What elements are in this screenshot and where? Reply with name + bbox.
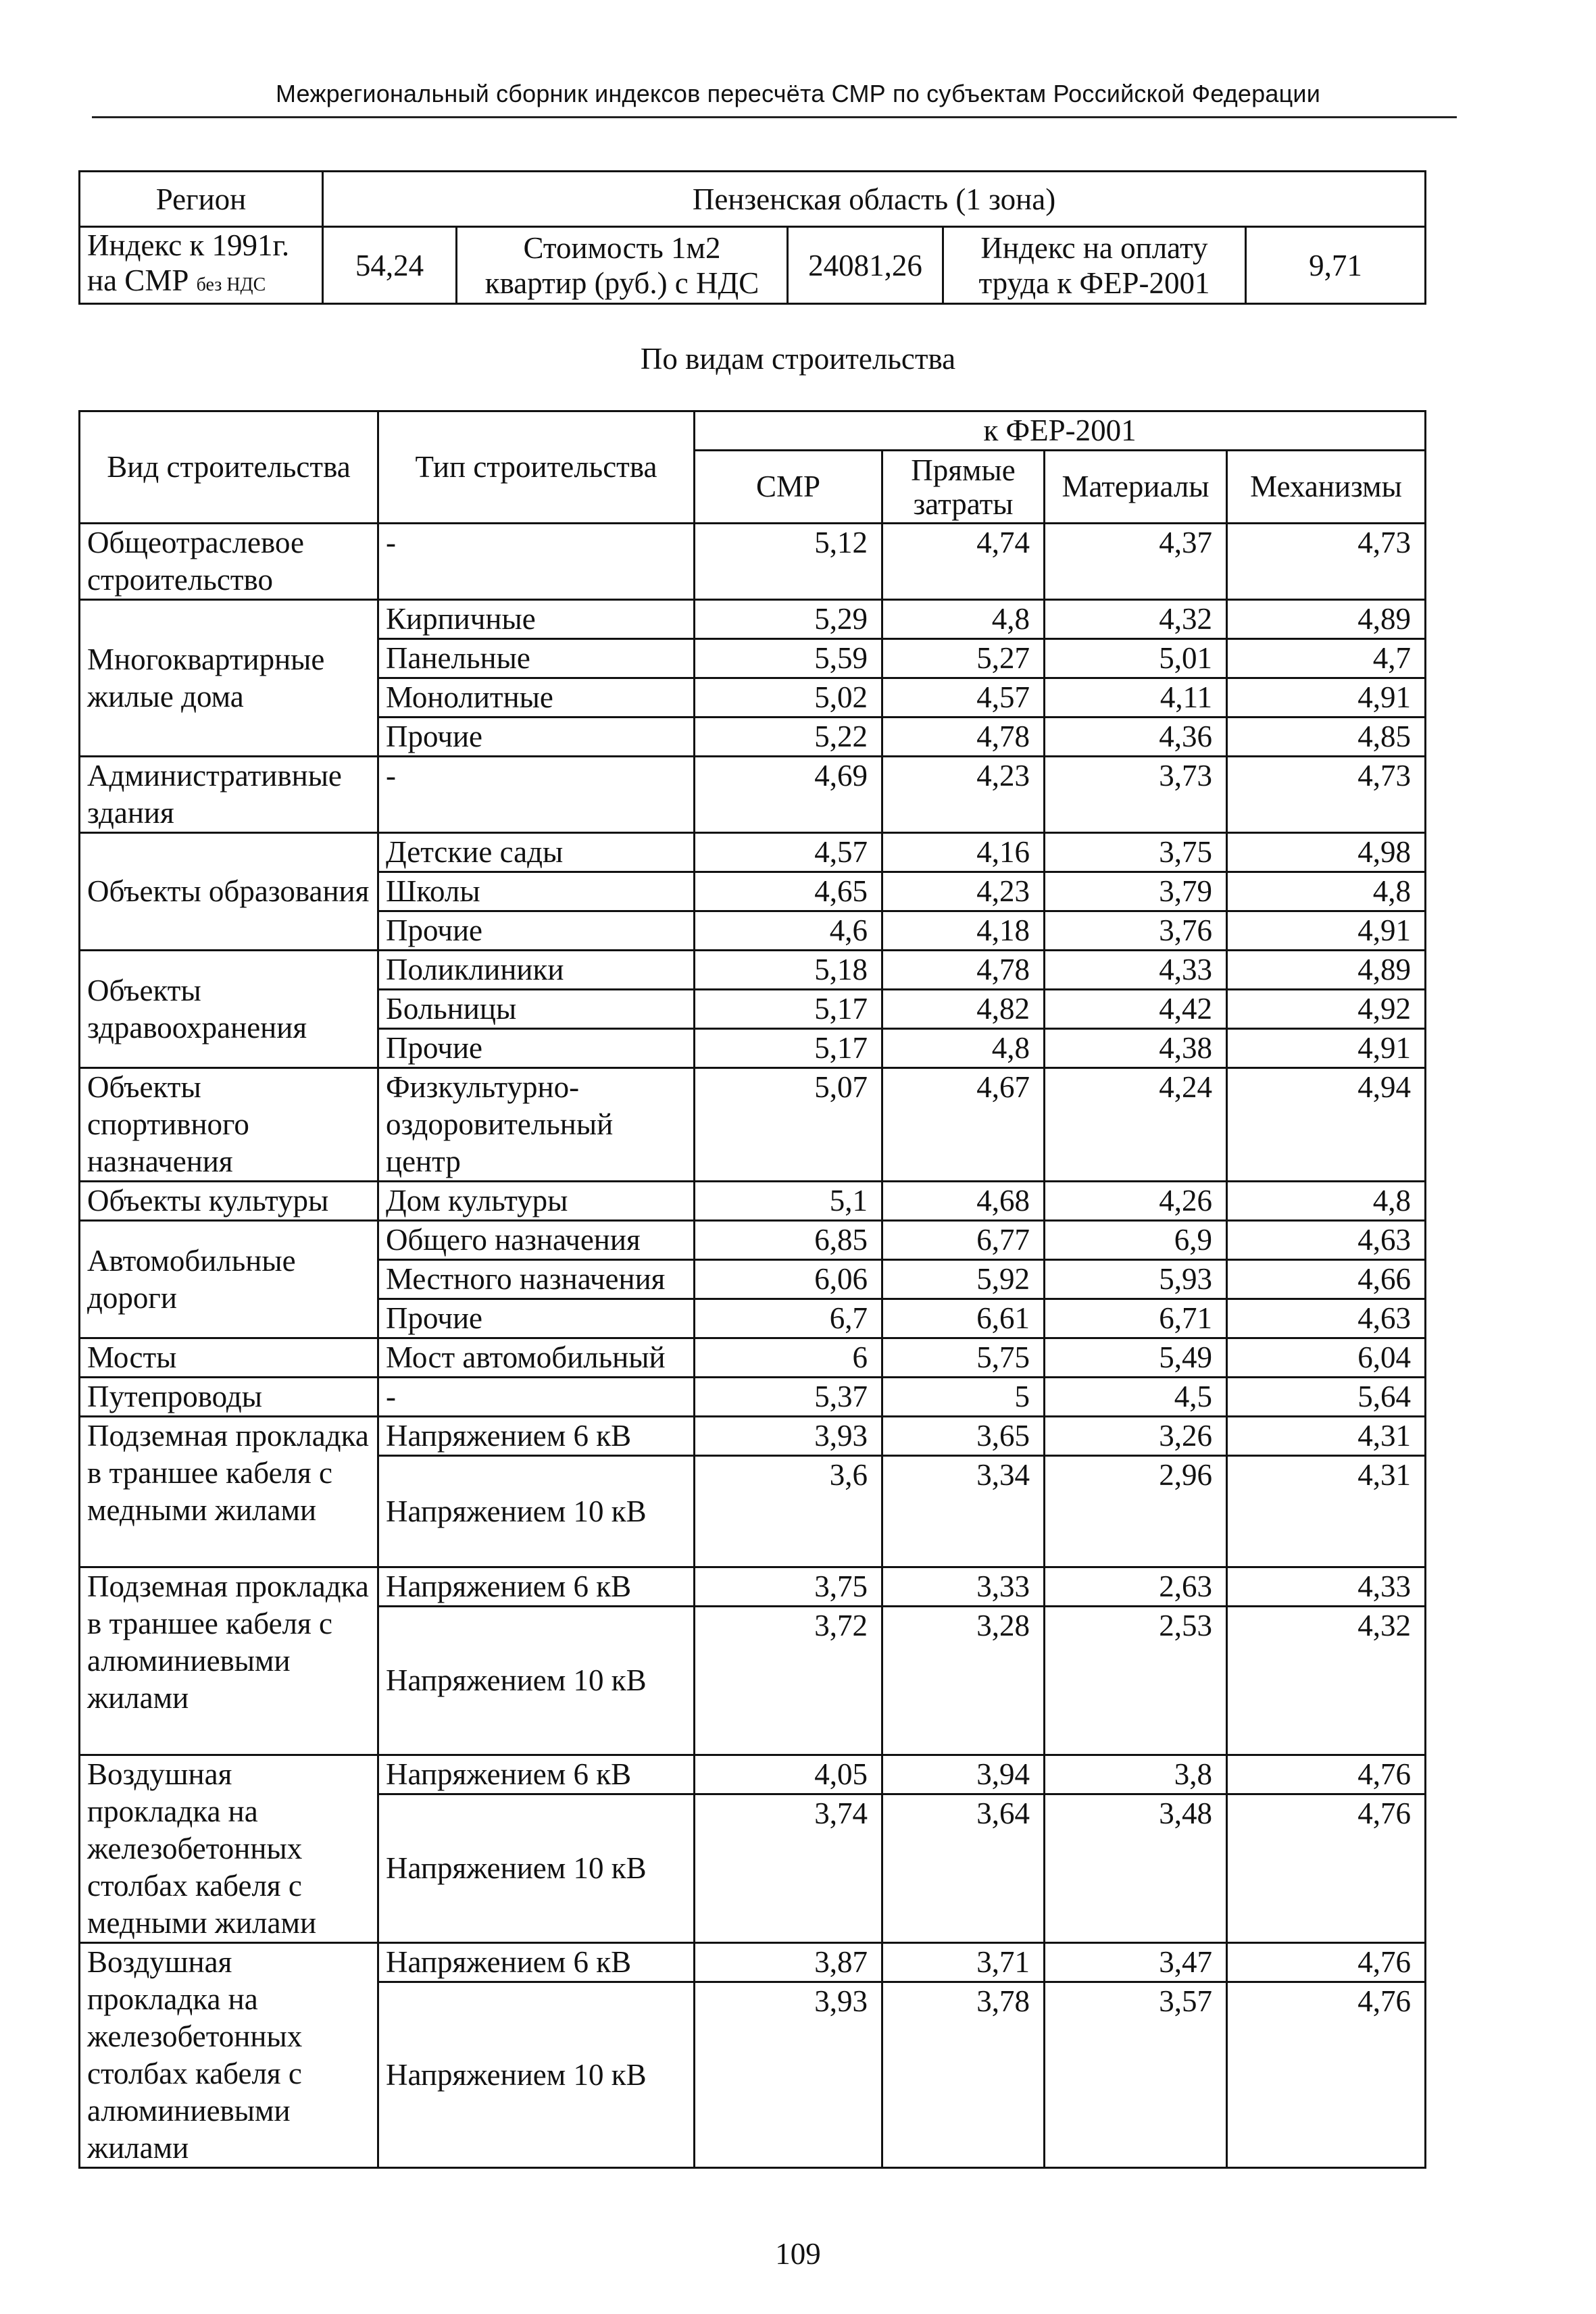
cell-materials: 3,75 xyxy=(1045,833,1227,872)
cell-type: Напряжением 10 кВ xyxy=(378,1607,695,1755)
table-row xyxy=(80,1943,1426,1982)
cell-machines: 4,92 xyxy=(1227,990,1426,1029)
table-row xyxy=(80,757,1426,833)
cell-smr: 4,05 xyxy=(695,1755,882,1794)
cell-kind: Мосты xyxy=(80,1338,378,1378)
cell-materials: 4,5 xyxy=(1045,1378,1227,1417)
cell-kind: Объекты здравоохранения xyxy=(80,951,378,1068)
cost-label-line2: квартир (руб.) с НДС xyxy=(484,266,759,300)
cell-smr: 3,87 xyxy=(695,1943,882,1982)
cell-machines: 6,04 xyxy=(1227,1338,1426,1378)
cell-direct: 6,77 xyxy=(882,1221,1045,1260)
cell-kind: Объекты образования xyxy=(80,833,378,951)
cell-type: Напряжением 10 кВ xyxy=(378,1794,695,1943)
cell-smr: 6,85 xyxy=(695,1221,882,1260)
cell-materials: 2,53 xyxy=(1045,1607,1227,1755)
cell-machines: 4,76 xyxy=(1227,1794,1426,1943)
cell-kind: Общеотраслевое строительство xyxy=(80,524,378,600)
cell-materials: 3,57 xyxy=(1045,1982,1227,2168)
cell-type: Напряжением 10 кВ xyxy=(378,1456,695,1567)
cell-smr: 5,07 xyxy=(695,1068,882,1182)
table-row xyxy=(80,833,1426,872)
header-kind: Вид строительства xyxy=(80,411,378,524)
cell-smr: 3,93 xyxy=(695,1417,882,1456)
cell-machines: 4,8 xyxy=(1227,1182,1426,1221)
cell-machines: 4,63 xyxy=(1227,1221,1426,1260)
cost-per-m2-label xyxy=(457,227,788,304)
table-row xyxy=(80,600,1426,639)
cell-type: Поликлиники xyxy=(378,951,695,990)
cell-type: Кирпичные xyxy=(378,600,695,639)
cell-kind: Объекты спортивного назначения xyxy=(80,1068,378,1182)
cell-materials: 4,32 xyxy=(1045,600,1227,639)
cell-kind: Подземная прокладка в траншее кабеля с медными жилами xyxy=(80,1417,378,1567)
labor-label-line1: Индекс на оплату xyxy=(980,230,1208,265)
table-row xyxy=(80,1378,1426,1417)
cell-direct: 4,78 xyxy=(882,718,1045,757)
header-fer-2001: к ФЕР-2001 xyxy=(695,411,1426,451)
cell-materials: 3,76 xyxy=(1045,911,1227,951)
cell-materials: 4,37 xyxy=(1045,524,1227,600)
cell-smr: 3,72 xyxy=(695,1607,882,1755)
cell-direct: 3,65 xyxy=(882,1417,1045,1456)
labor-index-label xyxy=(943,227,1246,304)
cell-direct: 4,74 xyxy=(882,524,1045,600)
cell-direct: 4,78 xyxy=(882,951,1045,990)
cell-machines: 4,91 xyxy=(1227,911,1426,951)
cell-smr: 5,1 xyxy=(695,1182,882,1221)
region-summary-table xyxy=(78,170,1426,305)
cell-materials: 5,49 xyxy=(1045,1338,1227,1378)
cell-smr: 5,37 xyxy=(695,1378,882,1417)
cell-type: Прочие xyxy=(378,718,695,757)
cell-machines: 4,94 xyxy=(1227,1068,1426,1182)
cell-materials: 3,47 xyxy=(1045,1943,1227,1982)
region-label: Регион xyxy=(80,172,323,227)
cell-machines: 4,89 xyxy=(1227,600,1426,639)
table-row xyxy=(80,1417,1426,1456)
cell-materials: 4,33 xyxy=(1045,951,1227,990)
cell-type: Напряжением 6 кВ xyxy=(378,1417,695,1456)
cell-machines: 4,76 xyxy=(1227,1982,1426,2168)
cell-smr: 4,65 xyxy=(695,872,882,911)
cell-smr: 3,93 xyxy=(695,1982,882,2168)
cell-direct: 4,16 xyxy=(882,833,1045,872)
index-1991-label xyxy=(80,227,323,304)
cell-direct: 4,8 xyxy=(882,1029,1045,1068)
cell-smr: 5,17 xyxy=(695,990,882,1029)
cell-kind: Путепроводы xyxy=(80,1378,378,1417)
cell-materials: 4,42 xyxy=(1045,990,1227,1029)
construction-index-table xyxy=(78,410,1426,2169)
cell-smr: 4,69 xyxy=(695,757,882,833)
cell-direct: 4,23 xyxy=(882,757,1045,833)
cell-type: Дом культуры xyxy=(378,1182,695,1221)
index-1991-label-line1: Индекс к 1991г. xyxy=(87,228,290,262)
cell-materials: 5,93 xyxy=(1045,1260,1227,1299)
cell-type: Напряжением 10 кВ xyxy=(378,1982,695,2168)
cell-direct: 3,28 xyxy=(882,1607,1045,1755)
cell-smr: 3,75 xyxy=(695,1567,882,1607)
cell-machines: 4,89 xyxy=(1227,951,1426,990)
cell-smr: 3,6 xyxy=(695,1456,882,1567)
cell-kind: Подземная прокладка в траншее кабеля с алюминиевыми жилами xyxy=(80,1567,378,1755)
cell-kind: Воздушная прокладка на железобетонных столбах кабеля с алюминиевыми жилами xyxy=(80,1943,378,2168)
cell-machines: 4,85 xyxy=(1227,718,1426,757)
table-row xyxy=(80,524,1426,600)
cell-type: Напряжением 6 кВ xyxy=(378,1567,695,1607)
cell-machines: 4,33 xyxy=(1227,1567,1426,1607)
cell-smr: 6 xyxy=(695,1338,882,1378)
cell-machines: 4,7 xyxy=(1227,639,1426,678)
cell-type: Мост автомобильный xyxy=(378,1338,695,1378)
page-header-title: Межрегиональный сборник индексов пересчёта СМР по субъектам Российской Федерации xyxy=(275,80,1321,107)
cell-direct: 4,57 xyxy=(882,678,1045,718)
cell-materials: 4,11 xyxy=(1045,678,1227,718)
table-row xyxy=(80,1068,1426,1182)
header-divider xyxy=(92,116,1457,118)
cell-materials: 4,24 xyxy=(1045,1068,1227,1182)
cost-label-line1: Стоимость 1м2 xyxy=(523,230,721,265)
cell-machines: 4,73 xyxy=(1227,524,1426,600)
cell-machines: 4,66 xyxy=(1227,1260,1426,1299)
cell-kind: Автомобильные дороги xyxy=(80,1221,378,1338)
cell-type: Школы xyxy=(378,872,695,911)
table-row xyxy=(80,1567,1426,1607)
index-1991-value: 54,24 xyxy=(323,227,457,304)
cell-materials: 6,9 xyxy=(1045,1221,1227,1260)
cell-machines: 4,31 xyxy=(1227,1417,1426,1456)
cell-kind: Административные здания xyxy=(80,757,378,833)
cell-machines: 4,76 xyxy=(1227,1755,1426,1794)
cell-materials: 3,26 xyxy=(1045,1417,1227,1456)
cell-smr: 3,74 xyxy=(695,1794,882,1943)
header-materials: Материалы xyxy=(1045,451,1227,524)
cell-machines: 4,31 xyxy=(1227,1456,1426,1567)
cell-materials: 4,26 xyxy=(1045,1182,1227,1221)
cell-type: Напряжением 6 кВ xyxy=(378,1755,695,1794)
cell-kind: Многоквартирные жилые дома xyxy=(80,600,378,757)
cell-kind: Объекты культуры xyxy=(80,1182,378,1221)
index-1991-label-line2: на СМР xyxy=(87,263,189,297)
cell-smr: 5,17 xyxy=(695,1029,882,1068)
cell-direct: 3,33 xyxy=(882,1567,1045,1607)
table-body xyxy=(80,524,1426,2168)
cell-smr: 5,02 xyxy=(695,678,882,718)
cell-materials: 3,8 xyxy=(1045,1755,1227,1794)
cell-machines: 4,76 xyxy=(1227,1943,1426,1982)
cell-direct: 3,94 xyxy=(882,1755,1045,1794)
region-value: Пензенская область (1 зона) xyxy=(323,172,1426,227)
cell-smr: 4,57 xyxy=(695,833,882,872)
index-1991-label-small: без НДС xyxy=(196,274,266,295)
cell-direct: 4,82 xyxy=(882,990,1045,1029)
cell-machines: 4,91 xyxy=(1227,1029,1426,1068)
cell-direct: 3,64 xyxy=(882,1794,1045,1943)
cell-direct: 4,23 xyxy=(882,872,1045,911)
cell-type: Прочие xyxy=(378,911,695,951)
header-direct-costs: Прямые затраты xyxy=(882,451,1045,524)
cell-kind: Воздушная прокладка на железобетонных столбах кабеля с медными жилами xyxy=(80,1755,378,1943)
cell-type: Напряжением 6 кВ xyxy=(378,1943,695,1982)
header-smr: СМР xyxy=(695,451,882,524)
page-number: 109 xyxy=(775,2237,821,2271)
cell-type: - xyxy=(378,1378,695,1417)
labor-label-line2: труда к ФЕР-2001 xyxy=(978,266,1210,300)
cell-smr: 5,59 xyxy=(695,639,882,678)
header-type: Тип строительства xyxy=(378,411,695,524)
cell-smr: 5,12 xyxy=(695,524,882,600)
table-row xyxy=(80,1221,1426,1260)
cell-materials: 6,71 xyxy=(1045,1299,1227,1338)
cell-direct: 5,92 xyxy=(882,1260,1045,1299)
table-row xyxy=(80,1755,1426,1794)
table-row xyxy=(80,951,1426,990)
cell-direct: 3,78 xyxy=(882,1982,1045,2168)
cell-direct: 4,18 xyxy=(882,911,1045,951)
cell-type: Общего назначения xyxy=(378,1221,695,1260)
section-subtitle: По видам строительства xyxy=(640,342,956,376)
cell-direct: 4,8 xyxy=(882,600,1045,639)
cell-smr: 5,22 xyxy=(695,718,882,757)
cell-smr: 5,29 xyxy=(695,600,882,639)
cell-materials: 4,36 xyxy=(1045,718,1227,757)
cost-per-m2-value: 24081,26 xyxy=(788,227,943,304)
cell-materials: 2,96 xyxy=(1045,1456,1227,1567)
cell-smr: 6,06 xyxy=(695,1260,882,1299)
cell-direct: 5,27 xyxy=(882,639,1045,678)
cell-machines: 4,91 xyxy=(1227,678,1426,718)
cell-machines: 4,73 xyxy=(1227,757,1426,833)
header-machines: Механизмы xyxy=(1227,451,1426,524)
cell-type: Монолитные xyxy=(378,678,695,718)
cell-materials: 3,79 xyxy=(1045,872,1227,911)
cell-materials: 2,63 xyxy=(1045,1567,1227,1607)
cell-machines: 4,32 xyxy=(1227,1607,1426,1755)
cell-type: Панельные xyxy=(378,639,695,678)
cell-direct: 5,75 xyxy=(882,1338,1045,1378)
cell-type: Детские сады xyxy=(378,833,695,872)
cell-direct: 3,34 xyxy=(882,1456,1045,1567)
cell-direct: 5 xyxy=(882,1378,1045,1417)
cell-machines: 4,63 xyxy=(1227,1299,1426,1338)
cell-type: Местного назначения xyxy=(378,1260,695,1299)
cell-type: - xyxy=(378,757,695,833)
cell-type: - xyxy=(378,524,695,600)
cell-materials: 4,38 xyxy=(1045,1029,1227,1068)
cell-materials: 5,01 xyxy=(1045,639,1227,678)
cell-direct: 4,67 xyxy=(882,1068,1045,1182)
cell-direct: 6,61 xyxy=(882,1299,1045,1338)
cell-direct: 4,68 xyxy=(882,1182,1045,1221)
cell-smr: 4,6 xyxy=(695,911,882,951)
labor-index-value: 9,71 xyxy=(1246,227,1426,304)
table-row xyxy=(80,1182,1426,1221)
cell-machines: 4,8 xyxy=(1227,872,1426,911)
cell-machines: 4,98 xyxy=(1227,833,1426,872)
cell-machines: 5,64 xyxy=(1227,1378,1426,1417)
cell-type: Прочие xyxy=(378,1299,695,1338)
cell-smr: 5,18 xyxy=(695,951,882,990)
cell-materials: 3,48 xyxy=(1045,1794,1227,1943)
cell-type: Физкультурно-оздоровительный центр xyxy=(378,1068,695,1182)
cell-materials: 3,73 xyxy=(1045,757,1227,833)
cell-type: Прочие xyxy=(378,1029,695,1068)
table-row xyxy=(80,1338,1426,1378)
cell-smr: 6,7 xyxy=(695,1299,882,1338)
cell-direct: 3,71 xyxy=(882,1943,1045,1982)
cell-type: Больницы xyxy=(378,990,695,1029)
